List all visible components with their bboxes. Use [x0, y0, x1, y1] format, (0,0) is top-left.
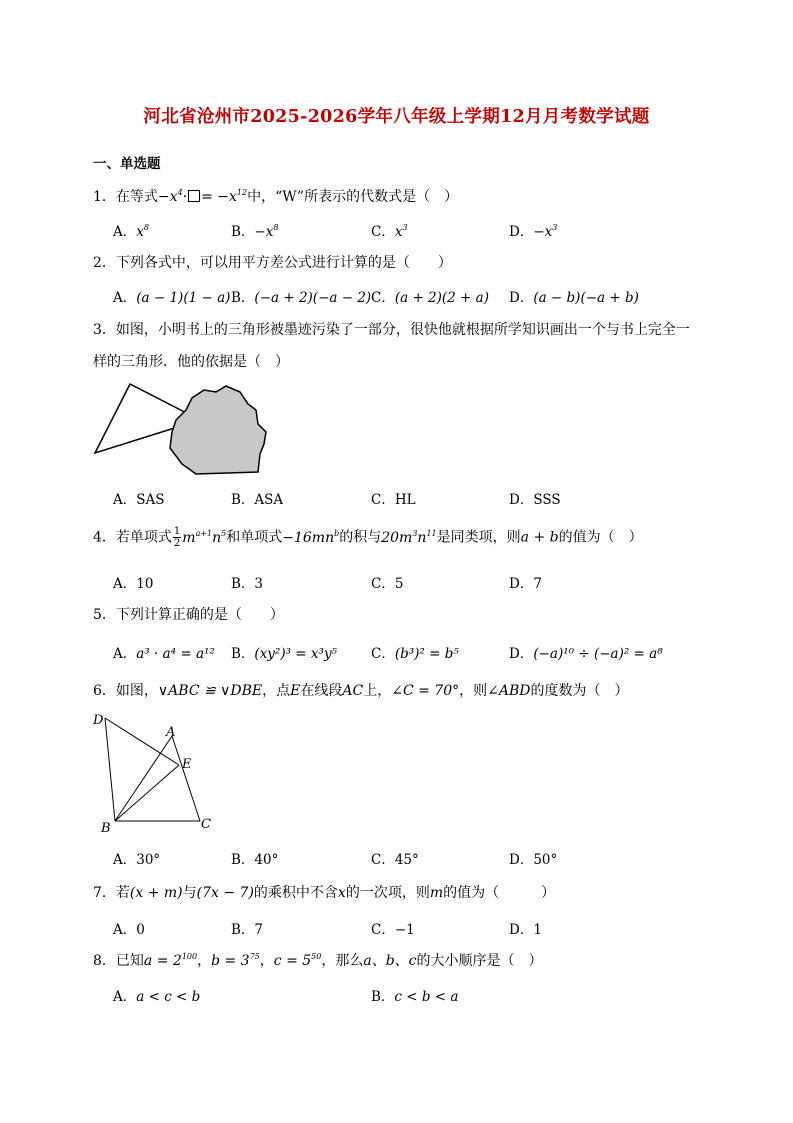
q1-option-a[interactable]: A．$x^8$ — [113, 223, 149, 240]
q7-option-a[interactable]: A．0 — [113, 922, 145, 938]
q8-option-b[interactable]: B．c < b < a — [371, 989, 459, 1005]
label-d: D — [93, 713, 104, 728]
q3-option-c[interactable]: C．HL — [371, 492, 416, 508]
question-5: 5．下列计算正确的是（ ） — [93, 607, 284, 623]
label-a: A — [166, 725, 176, 740]
ink-triangle-figure — [90, 380, 275, 475]
question-3-line-1: 3．如图，小明书上的三角形被墨迹污染了一部分，很快他就根据所学知识画出一个与书上完全一 — [93, 322, 690, 338]
q4-option-d[interactable]: D．7 — [509, 576, 542, 592]
q6-option-c[interactable]: C．45° — [371, 852, 419, 868]
q4-option-a[interactable]: A．10 — [113, 576, 154, 592]
q7-option-c[interactable]: C．−1 — [371, 922, 415, 938]
q1-rhs: = $-x^{12}$ — [201, 188, 248, 205]
q3-option-b[interactable]: B．ASA — [231, 492, 284, 508]
q7-option-b[interactable]: B．7 — [231, 922, 264, 938]
page-title: 河北省沧州市2025-2026学年八年级上学期12月月考数学试题 — [143, 107, 650, 127]
q4-option-b[interactable]: B．3 — [231, 576, 264, 592]
question-6: 6．如图，∨ABC ≌ ∨DBE，点E在线段AC上，∠C = 70°，则∠ABD的度数为（ ） — [93, 683, 629, 699]
q6-option-b[interactable]: B．40° — [231, 852, 279, 868]
q2-option-b[interactable]: B．(−a + 2)(−a − 2) — [231, 290, 372, 306]
section-heading: 一、单选题 — [93, 156, 161, 172]
q8-option-a[interactable]: A．a < c < b — [113, 989, 201, 1005]
q2-option-d[interactable]: D．(a − b)(−a + b) — [509, 290, 639, 306]
q2-option-c[interactable]: C．(a + 2)(2 + a) — [371, 290, 489, 306]
q5-option-b[interactable]: B．(xy²)³ = x³y⁵ — [231, 646, 337, 662]
q6-option-a[interactable]: A．30° — [113, 852, 161, 868]
q1-option-d[interactable]: D．$-x^3$ — [509, 223, 558, 240]
label-e: E — [182, 757, 192, 772]
q3-option-a[interactable]: A．SAS — [113, 492, 165, 508]
question-8: 8．已知$a = 2^{100}$，$b = 3^{75}$，$c = 5^{50}$，那么a、b、c的大小顺序是（ ） — [93, 952, 543, 969]
question-3-line-2: 样的三角形．他的依据是（ ） — [93, 354, 289, 370]
q5-option-a[interactable]: A．a³ · a⁴ = a¹² — [113, 646, 215, 662]
question-2: 2．下列各式中，可以用平方差公式进行计算的是（ ） — [93, 255, 452, 271]
q5-option-d[interactable]: D．(−a)¹⁰ ÷ (−a)² = a⁸ — [509, 646, 663, 662]
question-1: 1．在等式$-x^4\cdot = -x^{12}$中，“W”所表示的代数式是（ ） — [93, 188, 459, 205]
label-c: C — [201, 817, 211, 832]
q7-option-d[interactable]: D．1 — [509, 922, 542, 938]
q5-option-c[interactable]: C．(b³)² = b⁵ — [371, 646, 459, 662]
q6-option-d[interactable]: D．50° — [509, 852, 558, 868]
q3-option-d[interactable]: D．SSS — [509, 492, 561, 508]
blank-box — [188, 190, 200, 202]
q4-option-c[interactable]: C．5 — [371, 576, 404, 592]
label-b: B — [101, 821, 111, 833]
q1-option-b[interactable]: B．$-x^8$ — [231, 223, 279, 240]
triangle-abc-dbe-figure — [90, 708, 220, 833]
q1-option-c[interactable]: C．$x^3$ — [371, 223, 408, 240]
q2-option-a[interactable]: A．(a − 1)(1 − a) — [113, 290, 231, 306]
question-7: 7．若(x + m)与(7x − 7)的乘积中不含x的一次项，则m的值为（ ） — [93, 885, 556, 901]
question-4: 4．若单项式 $\frac{1}{2}$ $m^{a+1}n^5$和单项式$-16mn^b$的积与$20m^3n^{11}$是同类项，则a + b的值为（ ） — [93, 526, 643, 549]
fraction-one-half: $\frac{1}{2}$ — [173, 526, 181, 549]
q1-lhs: $-x^4$ — [157, 188, 183, 205]
ink-blot — [170, 386, 266, 474]
